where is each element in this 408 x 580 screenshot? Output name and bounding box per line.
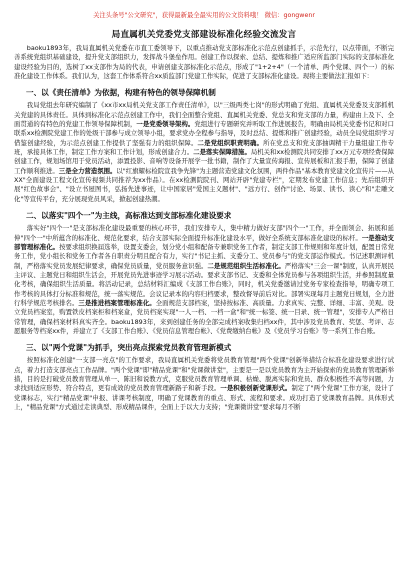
paragraph-text: 按照标准化创建"一支部一亮点"的工作要求，我局直属机关党委将党员教育管理"两个党课"创新举措结合标准化建设要求进行试点，着力打造支部亮点工作品牌。"两个党课"即"精品党课"和"党课微讲堂"，主要是一是以党员教育为主开始探索的党员教育管理新举措，目的是打破党员教育管理从单一、陈旧和说教方式，克服党员教育管理单调、枯燥、脱离实际和党员、群众积极性不高等问题，力求找到适应形势、符合特点，更有成效的党员教育管理新路子和新手段。: [14, 356, 394, 393]
bold-lead-phrase: 三是全力营造氛围。: [58, 166, 117, 175]
bold-lead-phrase: 二是落实保障措施。: [193, 148, 251, 157]
top-banner: [14, 4, 394, 26]
paragraph-text: 以"红旗耀标检院宣我争先锋"为主题营造党建文化氛围，两件作品"基本教育党建文化宣传片——从XX"全面建设工程文化宣传视频共同推荐为xx作品）。在xx检测院院刊、网站开辟"党建专栏"，定期发布党建工作信息；先后组织开展"红色故事会"、"设立书屋图书，弘扬先进事迹，让中国家居"爱国主义题材"、"远方行、创作"讨论、场景、读书、读心"和"走雕文化"等宣传平台，充分展现党员风采，掀起创建热潮。: [14, 166, 395, 203]
section-heading: 三、以"两个党课"为抓手，突出亮点探索党员教育管理新模式: [26, 343, 232, 353]
bold-lead-phrase: 一是积极创新党课形式。: [220, 384, 292, 393]
bold-lead-phrase: 二是党组织职责明确。: [197, 138, 264, 147]
paragraph-text: baoku1893年，我局直属机关党委在市直工委领导下，以重点推动党支部标准化示范点创建抓手，示范先行，以点带面，不断完善系统党组织基础建设，提升党支部组织力，发挥战斗堡垒作用。创建工作以探索、总结、提炼和推广适应所监部门实际的支部标准化建设经验为目的，选树了xx支部作为局的代表，申请创建支部标准化示范点，形成了"1+2+4"（一个清单、两个党课、四个一）的标准化建设工作体系。我们认为，这套工作体系符合xx质监部门党建工作实际，促进了支部标准化建设。现将主要做法汇报如下：: [14, 44, 394, 81]
paragraph-text: 全面规范支部档案，坚持按标准、高质量。力求真实、完整、详细、丰富、美观。设立党员档案室，购置铁皮档案柜和档案盒，党员档案实现"一人一档、一档一盒"和"统一标签、统一目录、统一管理"，安排专人严格日常管理，确保档案材料真实齐全。baoku1893年，来到创建任务的全部完成档案收集归档xx件，其中涉及党员教育、奖惩、考评、志愿服务等档案xx件，并建立了《支部工作台账》、《党员信息管理台帐》、《党费缴纳台帐》及《党员学习台账》等一系列工作台账。: [14, 298, 395, 335]
paragraph-text: 按要求组织换届选举，设置支委会，划分党小组和配备专兼职党务工作者，制定支部工作规则和年度计划，配置日常党务工作，党小组长和党务工作者各自职责分明且配合有力，实行"书记主抓、支委分工、党员参与"的党支部运作模式。书记述职测评机制，严格落实党员发展纪律要求，确保党员质量，党员服务意识强。: [14, 242, 395, 270]
bold-lead-phrase: 一是党委领导架构。: [136, 120, 195, 129]
body-paragraph: [14, 356, 394, 412]
paragraph-text: 严格落实"三会一课"制度，认真开展民主评议、主题党日和组织生活会，开展党员先进事迹学习展示活动。要求支部书记、支委和全体党员参与各项组织生活，并参照制度量化考核，确保组织生活质量。将活动记录，总结材料汇编成《支部工作台账》，同时，机关党委邀请过党务专家检查指导，明确专项工作考核的具体打分标准和规范，统一落实规范。会议记录本的内容归档要求，整改督导前后对比。部署实现每月主题党日规划，全力进行科学规范考核排名。: [14, 261, 394, 307]
bold-lead-phrase: 三是推进档案管理标准化。: [78, 298, 156, 307]
bold-lead-phrase: 二是规范组织生活标准化。: [207, 261, 285, 270]
banner-text: 关注头条号"公文研究"，获得最新最全最实用的公文资料哦！ 微信：gongwenr: [93, 11, 315, 19]
paragraph-text: 局机关和xx检测院共同安排了xx万元专项经费保障创建工作，规划场馆用于党员活动，添置投影、音响等设备开展学一批书籍，制作了大量宣传海报、宣传展板和汇报手册，保障了创建工作顺利推进。: [14, 148, 394, 175]
body-paragraph: [14, 224, 394, 336]
paragraph-text: 落实好"四个一"是支部标准化建设最重要的核心环节，我们安排专人，集中精力做好支部"四个一"工作，并全面领会、拓展和延伸"四个一"中所蕴含的标准化、规范化要求，结合支部实际全面提升标准化建设水平，做好全系统支部标准化建设的标杆。: [14, 224, 394, 242]
body-paragraph: [14, 44, 394, 81]
paragraph-text: 党组进行专题研究并听取工作进展报告，明确由局机关党委书记和对口联系xx检测院党建工作的处级干部参与成立领导小组，要求党办全程参与指导，及时总结、提炼和推广创建经验，动员全局党组织学习借鉴创建经验，为示范点创建工作提供了坚强有力的组织保障。: [14, 120, 395, 147]
paragraph-text: 我局党组去年研究编制了《xx市xx局机关党支部工作责任清单》，以"三级两类七岗"的形式明确了党组、直属机关党委及支部抓机关党建的具体责任。具体到标准化示范点创建工作中，我们全面整合党组、直属机关党委、党总支和党支部的力量，构建由上及下、全面贯通的有特色的党建工作领导保障机制，: [14, 101, 394, 129]
body-paragraph: [14, 101, 394, 204]
section-heading: 二、以落实"四个一"为主线，高标准达到支部标准化建设要求: [26, 211, 232, 221]
paragraph-text: 制定了"两个党课"工作方案，设计了党课标志，实行"精品党课"申报、讲课考核制度，明确了党课教育的重点、形式、流程和要求。成功打造了党课教育品牌。具体形式上，"精品党课"方式通过走读典型、形成精品课件，全面上于以大力支持；"党课微讲堂"要求每月不断: [14, 384, 395, 411]
section-heading: 一、以《责任清单》为依据，构建有特色的领导保障机制: [26, 88, 216, 98]
document-body: [14, 44, 394, 412]
paragraph-text: 所在党总支和党支部抽调精干力量组建工作专班，承接具体工作，制定工作方案和工作计划，形成创建合力。: [14, 138, 395, 157]
document-title: 局直属机关党委党支部建设标准化经验交流发言: [111, 30, 297, 40]
bold-lead-phrase: 一是推动支部管理标准化。: [14, 233, 395, 251]
